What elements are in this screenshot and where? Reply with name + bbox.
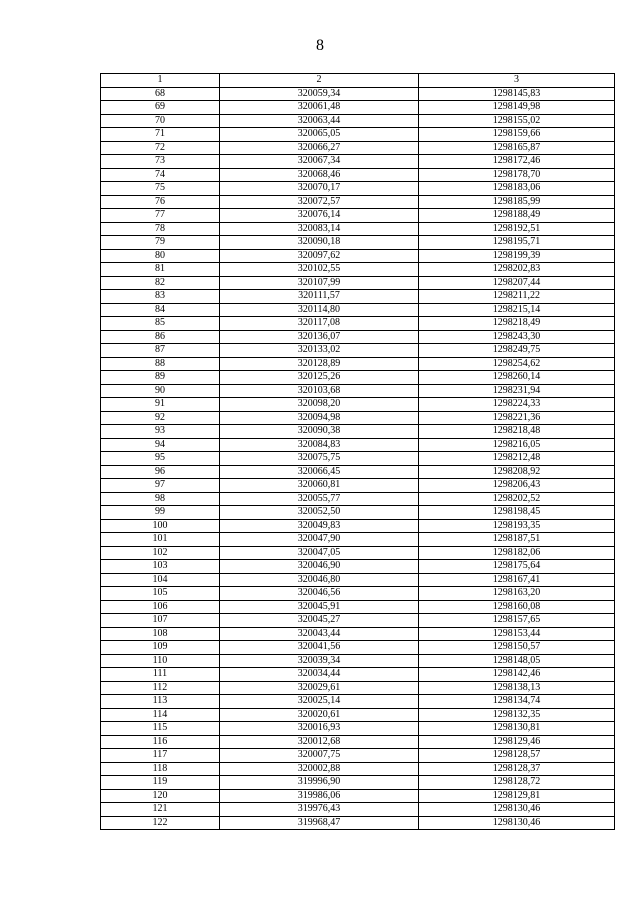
cell-x-coordinate: 320060,81	[220, 479, 419, 493]
cell-y-coordinate: 1298153,44	[419, 627, 615, 641]
column-header-y: 3	[419, 74, 615, 88]
table-row	[101, 384, 615, 398]
table-row	[101, 641, 615, 655]
cell-x-coordinate: 320025,14	[220, 695, 419, 709]
cell-x-coordinate: 320072,57	[220, 195, 419, 209]
table-row	[101, 330, 615, 344]
cell-x-coordinate: 320067,34	[220, 155, 419, 169]
cell-y-coordinate: 1298212,48	[419, 452, 615, 466]
cell-y-coordinate: 1298167,41	[419, 573, 615, 587]
page-number: 8	[316, 37, 324, 54]
cell-point-number: 75	[101, 182, 220, 196]
column-header-number: 1	[101, 74, 220, 88]
cell-x-coordinate: 320065,05	[220, 128, 419, 142]
cell-y-coordinate: 1298132,35	[419, 708, 615, 722]
cell-y-coordinate: 1298195,71	[419, 236, 615, 250]
cell-y-coordinate: 1298198,45	[419, 506, 615, 520]
cell-y-coordinate: 1298175,64	[419, 560, 615, 574]
cell-point-number: 100	[101, 519, 220, 533]
cell-point-number: 86	[101, 330, 220, 344]
cell-point-number: 119	[101, 776, 220, 790]
cell-point-number: 103	[101, 560, 220, 574]
cell-point-number: 96	[101, 465, 220, 479]
cell-y-coordinate: 1298185,99	[419, 195, 615, 209]
cell-y-coordinate: 1298207,44	[419, 276, 615, 290]
cell-x-coordinate: 320029,61	[220, 681, 419, 695]
table-row	[101, 371, 615, 385]
cell-point-number: 82	[101, 276, 220, 290]
cell-point-number: 101	[101, 533, 220, 547]
cell-point-number: 71	[101, 128, 220, 142]
cell-x-coordinate: 319986,06	[220, 789, 419, 803]
cell-y-coordinate: 1298159,66	[419, 128, 615, 142]
cell-point-number: 76	[101, 195, 220, 209]
cell-point-number: 117	[101, 749, 220, 763]
table-row	[101, 735, 615, 749]
cell-y-coordinate: 1298224,33	[419, 398, 615, 412]
cell-point-number: 109	[101, 641, 220, 655]
table-row	[101, 357, 615, 371]
cell-y-coordinate: 1298129,46	[419, 735, 615, 749]
cell-y-coordinate: 1298215,14	[419, 303, 615, 317]
table-row	[101, 533, 615, 547]
table-row	[101, 614, 615, 628]
cell-y-coordinate: 1298155,02	[419, 114, 615, 128]
cell-x-coordinate: 320066,45	[220, 465, 419, 479]
table-row	[101, 276, 615, 290]
cell-y-coordinate: 1298130,46	[419, 803, 615, 817]
cell-x-coordinate: 320097,62	[220, 249, 419, 263]
cell-point-number: 121	[101, 803, 220, 817]
cell-x-coordinate: 320076,14	[220, 209, 419, 223]
table-row	[101, 236, 615, 250]
cell-point-number: 68	[101, 87, 220, 101]
cell-y-coordinate: 1298208,92	[419, 465, 615, 479]
cell-x-coordinate: 320039,34	[220, 654, 419, 668]
cell-y-coordinate: 1298149,98	[419, 101, 615, 115]
table-row	[101, 546, 615, 560]
cell-x-coordinate: 320111,57	[220, 290, 419, 304]
cell-point-number: 122	[101, 816, 220, 830]
cell-y-coordinate: 1298130,46	[419, 816, 615, 830]
table-row	[101, 560, 615, 574]
table-row	[101, 195, 615, 209]
table-row	[101, 803, 615, 817]
cell-y-coordinate: 1298206,43	[419, 479, 615, 493]
cell-y-coordinate: 1298211,22	[419, 290, 615, 304]
table-row	[101, 654, 615, 668]
table-row	[101, 695, 615, 709]
table-row	[101, 344, 615, 358]
cell-x-coordinate: 320136,07	[220, 330, 419, 344]
cell-point-number: 118	[101, 762, 220, 776]
cell-x-coordinate: 320084,83	[220, 438, 419, 452]
cell-point-number: 73	[101, 155, 220, 169]
table-row	[101, 587, 615, 601]
cell-y-coordinate: 1298165,87	[419, 141, 615, 155]
table-row	[101, 114, 615, 128]
cell-x-coordinate: 320007,75	[220, 749, 419, 763]
cell-point-number: 80	[101, 249, 220, 263]
cell-x-coordinate: 320052,50	[220, 506, 419, 520]
table-row	[101, 263, 615, 277]
cell-x-coordinate: 320128,89	[220, 357, 419, 371]
table-row	[101, 168, 615, 182]
cell-point-number: 105	[101, 587, 220, 601]
cell-point-number: 116	[101, 735, 220, 749]
cell-y-coordinate: 1298138,13	[419, 681, 615, 695]
cell-x-coordinate: 320055,77	[220, 492, 419, 506]
cell-x-coordinate: 320103,68	[220, 384, 419, 398]
cell-point-number: 74	[101, 168, 220, 182]
cell-y-coordinate: 1298183,06	[419, 182, 615, 196]
cell-point-number: 79	[101, 236, 220, 250]
column-header-x: 2	[220, 74, 419, 88]
cell-x-coordinate: 319976,43	[220, 803, 419, 817]
cell-y-coordinate: 1298243,30	[419, 330, 615, 344]
table-row	[101, 776, 615, 790]
cell-point-number: 93	[101, 425, 220, 439]
cell-y-coordinate: 1298128,57	[419, 749, 615, 763]
table-row	[101, 600, 615, 614]
cell-x-coordinate: 320046,90	[220, 560, 419, 574]
cell-x-coordinate: 319968,47	[220, 816, 419, 830]
cell-y-coordinate: 1298231,94	[419, 384, 615, 398]
cell-x-coordinate: 320133,02	[220, 344, 419, 358]
cell-x-coordinate: 320046,80	[220, 573, 419, 587]
cell-y-coordinate: 1298218,49	[419, 317, 615, 331]
cell-x-coordinate: 320059,34	[220, 87, 419, 101]
table-row	[101, 101, 615, 115]
cell-point-number: 81	[101, 263, 220, 277]
cell-x-coordinate: 320047,90	[220, 533, 419, 547]
cell-x-coordinate: 320012,68	[220, 735, 419, 749]
cell-x-coordinate: 320102,55	[220, 263, 419, 277]
cell-point-number: 83	[101, 290, 220, 304]
cell-y-coordinate: 1298249,75	[419, 344, 615, 358]
table-body	[101, 87, 615, 830]
table-row	[101, 506, 615, 520]
cell-point-number: 78	[101, 222, 220, 236]
cell-point-number: 94	[101, 438, 220, 452]
cell-y-coordinate: 1298129,81	[419, 789, 615, 803]
cell-y-coordinate: 1298128,72	[419, 776, 615, 790]
coordinates-table	[100, 73, 615, 830]
cell-y-coordinate: 1298172,46	[419, 155, 615, 169]
table-row	[101, 303, 615, 317]
cell-x-coordinate: 320083,14	[220, 222, 419, 236]
cell-x-coordinate: 320098,20	[220, 398, 419, 412]
cell-y-coordinate: 1298160,08	[419, 600, 615, 614]
table-row	[101, 222, 615, 236]
cell-x-coordinate: 320090,18	[220, 236, 419, 250]
cell-y-coordinate: 1298130,81	[419, 722, 615, 736]
table-row	[101, 668, 615, 682]
cell-point-number: 95	[101, 452, 220, 466]
cell-x-coordinate: 320075,75	[220, 452, 419, 466]
table-row	[101, 411, 615, 425]
cell-x-coordinate: 320045,91	[220, 600, 419, 614]
cell-x-coordinate: 320045,27	[220, 614, 419, 628]
cell-y-coordinate: 1298187,51	[419, 533, 615, 547]
cell-y-coordinate: 1298150,57	[419, 641, 615, 655]
table-row	[101, 519, 615, 533]
cell-x-coordinate: 320016,93	[220, 722, 419, 736]
cell-x-coordinate: 320068,46	[220, 168, 419, 182]
table-row	[101, 465, 615, 479]
cell-y-coordinate: 1298128,37	[419, 762, 615, 776]
cell-point-number: 99	[101, 506, 220, 520]
cell-y-coordinate: 1298202,52	[419, 492, 615, 506]
cell-point-number: 107	[101, 614, 220, 628]
table-row	[101, 425, 615, 439]
table-header-row	[101, 74, 615, 88]
cell-x-coordinate: 320125,26	[220, 371, 419, 385]
cell-y-coordinate: 1298182,06	[419, 546, 615, 560]
table-row	[101, 182, 615, 196]
cell-point-number: 88	[101, 357, 220, 371]
table-row	[101, 627, 615, 641]
cell-y-coordinate: 1298148,05	[419, 654, 615, 668]
cell-point-number: 70	[101, 114, 220, 128]
cell-y-coordinate: 1298193,35	[419, 519, 615, 533]
cell-point-number: 84	[101, 303, 220, 317]
table-row	[101, 708, 615, 722]
cell-point-number: 114	[101, 708, 220, 722]
cell-x-coordinate: 320066,27	[220, 141, 419, 155]
cell-x-coordinate: 320114,80	[220, 303, 419, 317]
cell-x-coordinate: 320063,44	[220, 114, 419, 128]
cell-point-number: 97	[101, 479, 220, 493]
cell-x-coordinate: 320107,99	[220, 276, 419, 290]
table-row	[101, 479, 615, 493]
table-row	[101, 722, 615, 736]
cell-x-coordinate: 320061,48	[220, 101, 419, 115]
cell-x-coordinate: 320020,61	[220, 708, 419, 722]
cell-x-coordinate: 320041,56	[220, 641, 419, 655]
cell-point-number: 69	[101, 101, 220, 115]
cell-x-coordinate: 320002,88	[220, 762, 419, 776]
cell-point-number: 85	[101, 317, 220, 331]
cell-y-coordinate: 1298188,49	[419, 209, 615, 223]
table-row	[101, 789, 615, 803]
cell-point-number: 104	[101, 573, 220, 587]
cell-y-coordinate: 1298218,48	[419, 425, 615, 439]
table-row	[101, 155, 615, 169]
table-row	[101, 141, 615, 155]
table-row	[101, 492, 615, 506]
cell-point-number: 108	[101, 627, 220, 641]
cell-x-coordinate: 320043,44	[220, 627, 419, 641]
cell-y-coordinate: 1298145,83	[419, 87, 615, 101]
table-row	[101, 87, 615, 101]
cell-point-number: 102	[101, 546, 220, 560]
cell-point-number: 98	[101, 492, 220, 506]
cell-x-coordinate: 320047,05	[220, 546, 419, 560]
cell-x-coordinate: 320049,83	[220, 519, 419, 533]
table-row	[101, 816, 615, 830]
cell-point-number: 115	[101, 722, 220, 736]
cell-point-number: 106	[101, 600, 220, 614]
cell-x-coordinate: 319996,90	[220, 776, 419, 790]
cell-x-coordinate: 320117,08	[220, 317, 419, 331]
cell-y-coordinate: 1298216,05	[419, 438, 615, 452]
cell-point-number: 87	[101, 344, 220, 358]
table-row	[101, 762, 615, 776]
cell-x-coordinate: 320034,44	[220, 668, 419, 682]
cell-x-coordinate: 320090,38	[220, 425, 419, 439]
cell-point-number: 72	[101, 141, 220, 155]
cell-y-coordinate: 1298199,39	[419, 249, 615, 263]
table-row	[101, 452, 615, 466]
cell-y-coordinate: 1298134,74	[419, 695, 615, 709]
cell-x-coordinate: 320070,17	[220, 182, 419, 196]
cell-y-coordinate: 1298178,70	[419, 168, 615, 182]
cell-y-coordinate: 1298142,46	[419, 668, 615, 682]
cell-y-coordinate: 1298157,65	[419, 614, 615, 628]
cell-y-coordinate: 1298202,83	[419, 263, 615, 277]
table-row	[101, 209, 615, 223]
cell-point-number: 77	[101, 209, 220, 223]
cell-point-number: 92	[101, 411, 220, 425]
cell-x-coordinate: 320094,98	[220, 411, 419, 425]
table-row	[101, 398, 615, 412]
cell-y-coordinate: 1298221,36	[419, 411, 615, 425]
cell-x-coordinate: 320046,56	[220, 587, 419, 601]
table-row	[101, 681, 615, 695]
table-row	[101, 249, 615, 263]
cell-y-coordinate: 1298192,51	[419, 222, 615, 236]
table-row	[101, 573, 615, 587]
cell-point-number: 120	[101, 789, 220, 803]
cell-point-number: 111	[101, 668, 220, 682]
table-row	[101, 290, 615, 304]
cell-point-number: 112	[101, 681, 220, 695]
cell-point-number: 110	[101, 654, 220, 668]
table-row	[101, 317, 615, 331]
cell-point-number: 91	[101, 398, 220, 412]
cell-point-number: 113	[101, 695, 220, 709]
table-row	[101, 749, 615, 763]
cell-point-number: 90	[101, 384, 220, 398]
table-row	[101, 128, 615, 142]
cell-y-coordinate: 1298163,20	[419, 587, 615, 601]
cell-y-coordinate: 1298254,62	[419, 357, 615, 371]
cell-point-number: 89	[101, 371, 220, 385]
table-row	[101, 438, 615, 452]
cell-y-coordinate: 1298260,14	[419, 371, 615, 385]
